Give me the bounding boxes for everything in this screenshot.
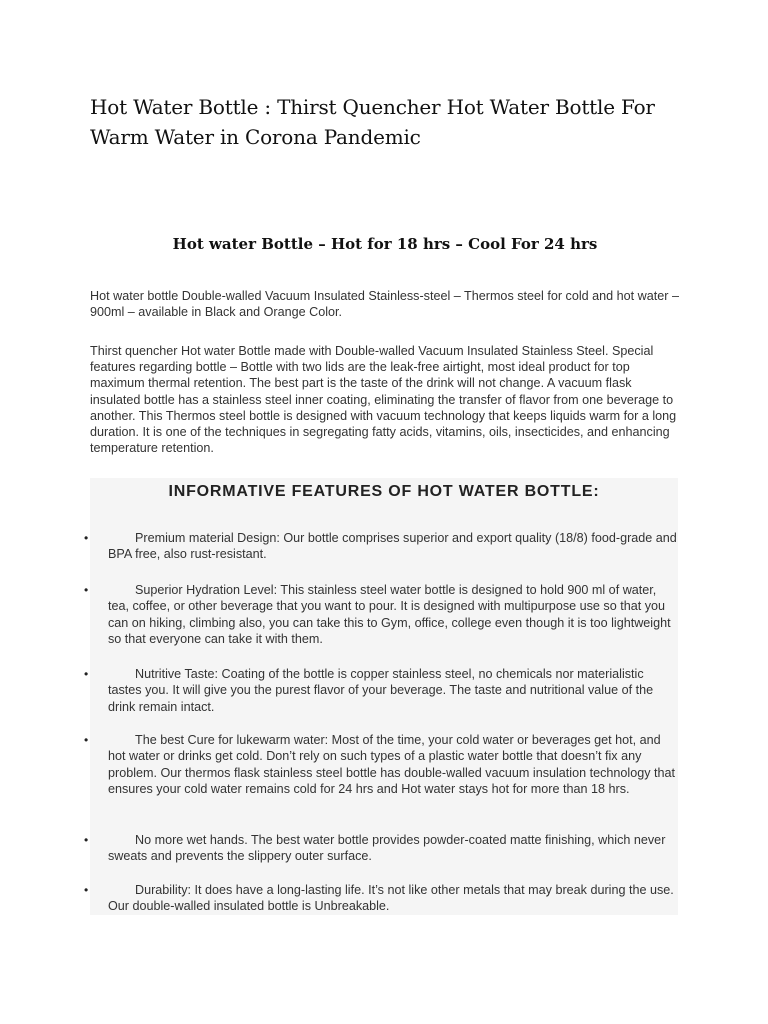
feature-text: The best Cure for lukewarm water: Most of the time, your cold water or beverages get hot, and hot water or drinks get cold. Don’t rely on such types of a plastic water bottle that doesn’t fix any problem. Our thermos flask stainless steel bottle has double-walled vacuum insulation technology that ensures your cold water remains cold for 24 hrs and Hot water stays hot for more than 18 hrs.	[108, 733, 676, 797]
bullet-icon: •	[84, 833, 89, 847]
sub-heading: Hot water Bottle – Hot for 18 hrs – Cool For 24 hrs	[172, 235, 598, 253]
feature-text: Nutritive Taste: Coating of the bottle is copper stainless steel, no chemicals nor materialistic tastes you. It will give you the purest flavor of your beverage. The taste and nutritional value of the drink remain intact.	[108, 667, 654, 714]
bullet-icon: •	[84, 883, 89, 897]
bullet-icon: •	[84, 733, 89, 747]
features-section	[84, 478, 678, 915]
intro-paragraph: Hot water bottle Double-walled Vacuum Insulated Stainless-steel – Thermos steel for cold and hot water – 900ml – available in Black and Orange Color.	[90, 289, 679, 320]
feature-text: Durability: It does have a long-lasting life. It’s not like other metals that may break during the use. Our double-walled insulated bottle is Unbreakable.	[108, 883, 674, 914]
feature-text: Superior Hydration Level: This stainless steel water bottle is designed to hold 900 ml of water, tea, coffee, or other beverage that you want to pour. It is designed with multipurpose use so that you can on hiking, climbing also, you can take this to Gym, office, college even though it is too lightweight so that everyone can take it with them.	[108, 583, 671, 647]
feature-text: No more wet hands. The best water bottle provides powder-coated matte finishing, which never sweats and prevents the slippery outer surface.	[108, 833, 666, 864]
bullet-icon: •	[84, 667, 89, 681]
features-heading: INFORMATIVE FEATURES OF HOT WATER BOTTLE:	[168, 483, 600, 500]
description-paragraph: Thirst quencher Hot water Bottle made with Double-walled Vacuum Insulated Stainless Steel. Special features regarding bottle – Bottle with two lids are the leak-free airtight, most ideal product for top maximum thermal retention. The best part is the taste of the drink will not change. A vacuum flask insulated bottle has a stainless steel inner coating, eliminating the transfer of flavor from one beverage to another. This Thermos steel bottle is designed with vacuum technology that keeps liquids warm for a long duration. It is one of the techniques in segregating fatty acids, vitamins, oils, insecticides, and enhancing temperature retention.	[90, 344, 677, 456]
bullet-icon: •	[84, 531, 89, 545]
feature-text: Premium material Design: Our bottle comprises superior and export quality (18/8) food-grade and BPA free, also rust-resistant.	[108, 531, 677, 562]
page-title: Hot Water Bottle : Thirst Quencher Hot Water Bottle For Warm Water in Corona Pandemic	[90, 95, 655, 149]
bullet-icon: •	[84, 583, 89, 597]
